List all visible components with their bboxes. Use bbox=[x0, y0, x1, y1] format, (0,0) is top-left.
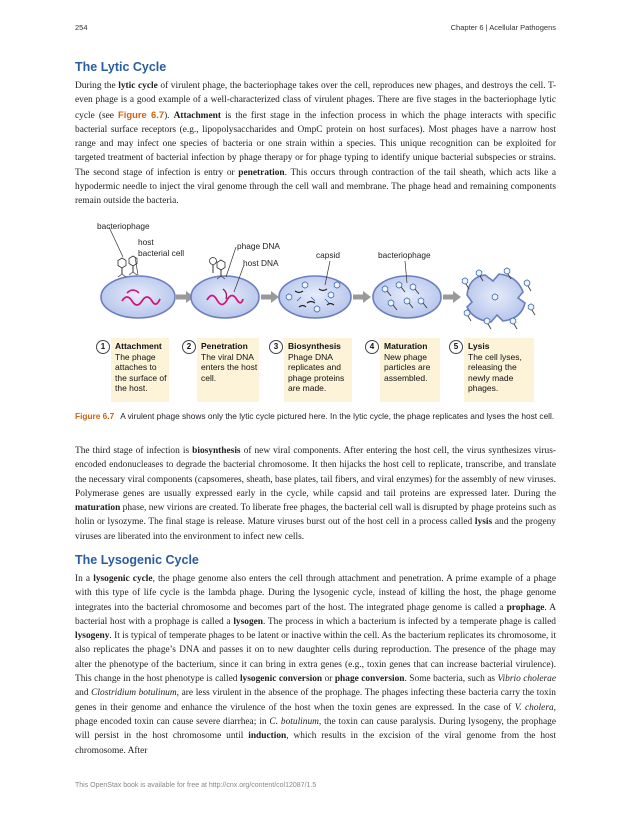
stage-1 bbox=[100, 338, 169, 402]
section-heading-lytic: The Lytic Cycle bbox=[75, 60, 167, 74]
stage-description: New phage particles are assembled. bbox=[384, 351, 431, 383]
species-name: V. cholera bbox=[514, 702, 554, 713]
key-term: lysogen bbox=[233, 616, 264, 627]
key-term: lytic cycle bbox=[118, 81, 158, 91]
stage-title: Attachment bbox=[115, 341, 162, 351]
label-capsid: capsid bbox=[316, 250, 340, 260]
stage-title: Penetration bbox=[201, 341, 248, 351]
page-number: 254 bbox=[75, 23, 88, 32]
key-term: biosynthesis bbox=[192, 446, 241, 456]
cell-biosynthesis bbox=[279, 276, 351, 318]
stage-title: Maturation bbox=[384, 341, 428, 351]
key-term: prophage bbox=[506, 602, 545, 613]
stage-4 bbox=[369, 338, 440, 402]
stage-number: 3 bbox=[269, 340, 283, 354]
key-term: induction bbox=[248, 731, 287, 742]
cell-attachment bbox=[101, 256, 175, 318]
running-head: Chapter 6 | Acellular Pathogens bbox=[450, 23, 556, 32]
stage-description: The phage attaches to the surface of the host. bbox=[115, 351, 167, 394]
paragraph-lytic-biosynthesis: The third stage of infection is biosynthesis of new viral components. After entering the host cell, the virus synthesizes virus-encoded endonucleases to degrade the bacterial chromosome. It then hijacks the host cell to replicate, transcribe, and translate the necessary viral components (capsomeres, sheath, base plates, tail fibers, and viral enzymes) for the assembly of new viruses. Polymerase genes are usually expressed early in the cycle, while capsid and tail proteins are expressed later. During the maturation phase, new virions are created. To liberate free phages, the bacterial cell wall is disrupted by phage proteins such as holin or lysozyme. The final stage is release. Mature viruses burst out of the host cell in a process called lysis and the progeny viruses are liberated into the environment to infect new cells. bbox=[75, 446, 556, 542]
figure-caption-label: Figure 6.7 bbox=[75, 411, 115, 421]
label-bacteriophage-1: bacteriophage bbox=[97, 221, 150, 231]
stage-title: Biosynthesis bbox=[288, 341, 341, 351]
species-name: Vibrio cholerae bbox=[497, 674, 557, 685]
lytic-cycle-diagram bbox=[75, 217, 556, 337]
label-host-line1: host bbox=[138, 237, 154, 247]
stage-number: 1 bbox=[96, 340, 110, 354]
key-term: maturation bbox=[75, 503, 121, 514]
paragraph-lytic-intro: During the lytic cycle of virulent phage, the bacteriophage takes over the cell, reproduces new phages, and destroys the cell. T-even phage is a good example of a well-characterized class of virulent phages. There are five stages in the bacteriophage lytic cycle (see Figure 6.7). Attachment is the first stage in the infection process in which the phage interacts with specific bacterial surface receptors (e.g., lipopolysaccharides and OmpC protein on host surfaces). Most phages have a narrow host range and may infect one species of bacteria or one strain within a species. This unique recognition can be exploited for targeted treatment of bacterial infection by phage therapy or for phage typing to identify unique bacterial subspecies or strains. The second stage of infection is entry or penetration. This occurs through contraction of the tail sheath, which acts like a hypodermic needle to inject the viral genome through the cell wall and membrane. The phage head and remaining components remain outside the bacteria. bbox=[75, 81, 557, 207]
key-term: lysogeny bbox=[75, 631, 110, 642]
figure-caption bbox=[75, 411, 556, 422]
stage-2 bbox=[186, 338, 259, 402]
stage-number: 5 bbox=[449, 340, 463, 354]
key-term: phage conversion bbox=[334, 674, 405, 685]
stage-5 bbox=[453, 338, 534, 402]
paragraph-lysogenic: In a lysogenic cycle, the phage genome also enters the cell through attachment and penetration. A prime example of a phage with this type of life cycle is the lambda phage. During the lysogenic cycle, instead of killing the host, the phage genome integrates into the bacterial chromosome and becomes part of the host. The integrated phage genome is called a prophage. A bacterial host with a prophage is called a lysogen. The process in which a bacterium is infected by a temperate phage is called lysogeny. It is typical of temperate phages to be latent or inactive within the cell. As the bacterium replicates its chromosome, it also replicates the phage’s DNA and passes it on to new daughter cells during reproduction. The presence of the phage may alter the phenotype of the bacterium, since it can bring in extra genes (e.g., toxin genes that can increase bacterial virulence). This change in the host phenotype is called lysogenic conversion or phage conversion. Some bacteria, such as Vibrio cholerae and Clostridium botulinum, are less virulent in the absence of the prophage. The phages infecting these bacteria carry the toxin genes in their genome and enhance the virulence of the host when the toxin genes are expressed. In the case of V. cholera, phage encoded toxin can cause severe diarrhea; in C. botulinum, the toxin can cause paralysis. During lysogeny, the prophage will persist in the host chromosome until induction, which results in the excision of the viral genome from the host chromosome. After bbox=[75, 574, 557, 756]
footer-note: This OpenStax book is available for free at http://cnx.org/content/col12087/1.5 bbox=[75, 782, 317, 789]
section-heading-lysogenic: The Lysogenic Cycle bbox=[75, 553, 199, 567]
stage-description: The cell lyses, releasing the newly made phages. bbox=[468, 351, 522, 394]
stage-title: Lysis bbox=[468, 341, 490, 351]
label-bacteriophage-2: bacteriophage bbox=[378, 250, 431, 260]
figure-lytic-cycle bbox=[75, 217, 556, 407]
stage-description: Phage DNA replicates and phage proteins are made. bbox=[288, 351, 345, 394]
stage-number: 2 bbox=[182, 340, 196, 354]
species-name: C. botulinum bbox=[269, 716, 319, 727]
stage-3 bbox=[273, 338, 352, 402]
species-name: Clostridium botulinum bbox=[91, 688, 177, 699]
key-term: penetration bbox=[238, 167, 285, 178]
cell-lysis bbox=[462, 268, 535, 329]
key-term: lysogenic conversion bbox=[239, 674, 323, 685]
key-term: lysis bbox=[474, 517, 493, 528]
figure-reference-link[interactable]: Figure 6.7 bbox=[118, 108, 165, 120]
label-host-line2: bacterial cell bbox=[138, 248, 185, 258]
arrow-2 bbox=[261, 291, 279, 303]
key-term: lysogenic cycle bbox=[93, 574, 153, 584]
stage-number: 4 bbox=[365, 340, 379, 354]
arrow-4 bbox=[443, 291, 461, 303]
figure-caption-text: A virulent phage shows only the lytic cycle pictured here. In the lytic cycle, the phage replicates and lyses the host cell. bbox=[120, 411, 555, 421]
key-term: Attachment bbox=[173, 110, 221, 121]
arrow-3 bbox=[353, 291, 371, 303]
label-host-dna: host DNA bbox=[243, 258, 279, 268]
label-phage-dna: phage DNA bbox=[237, 241, 280, 251]
stage-description: The viral DNA enters the host cell. bbox=[201, 351, 258, 383]
